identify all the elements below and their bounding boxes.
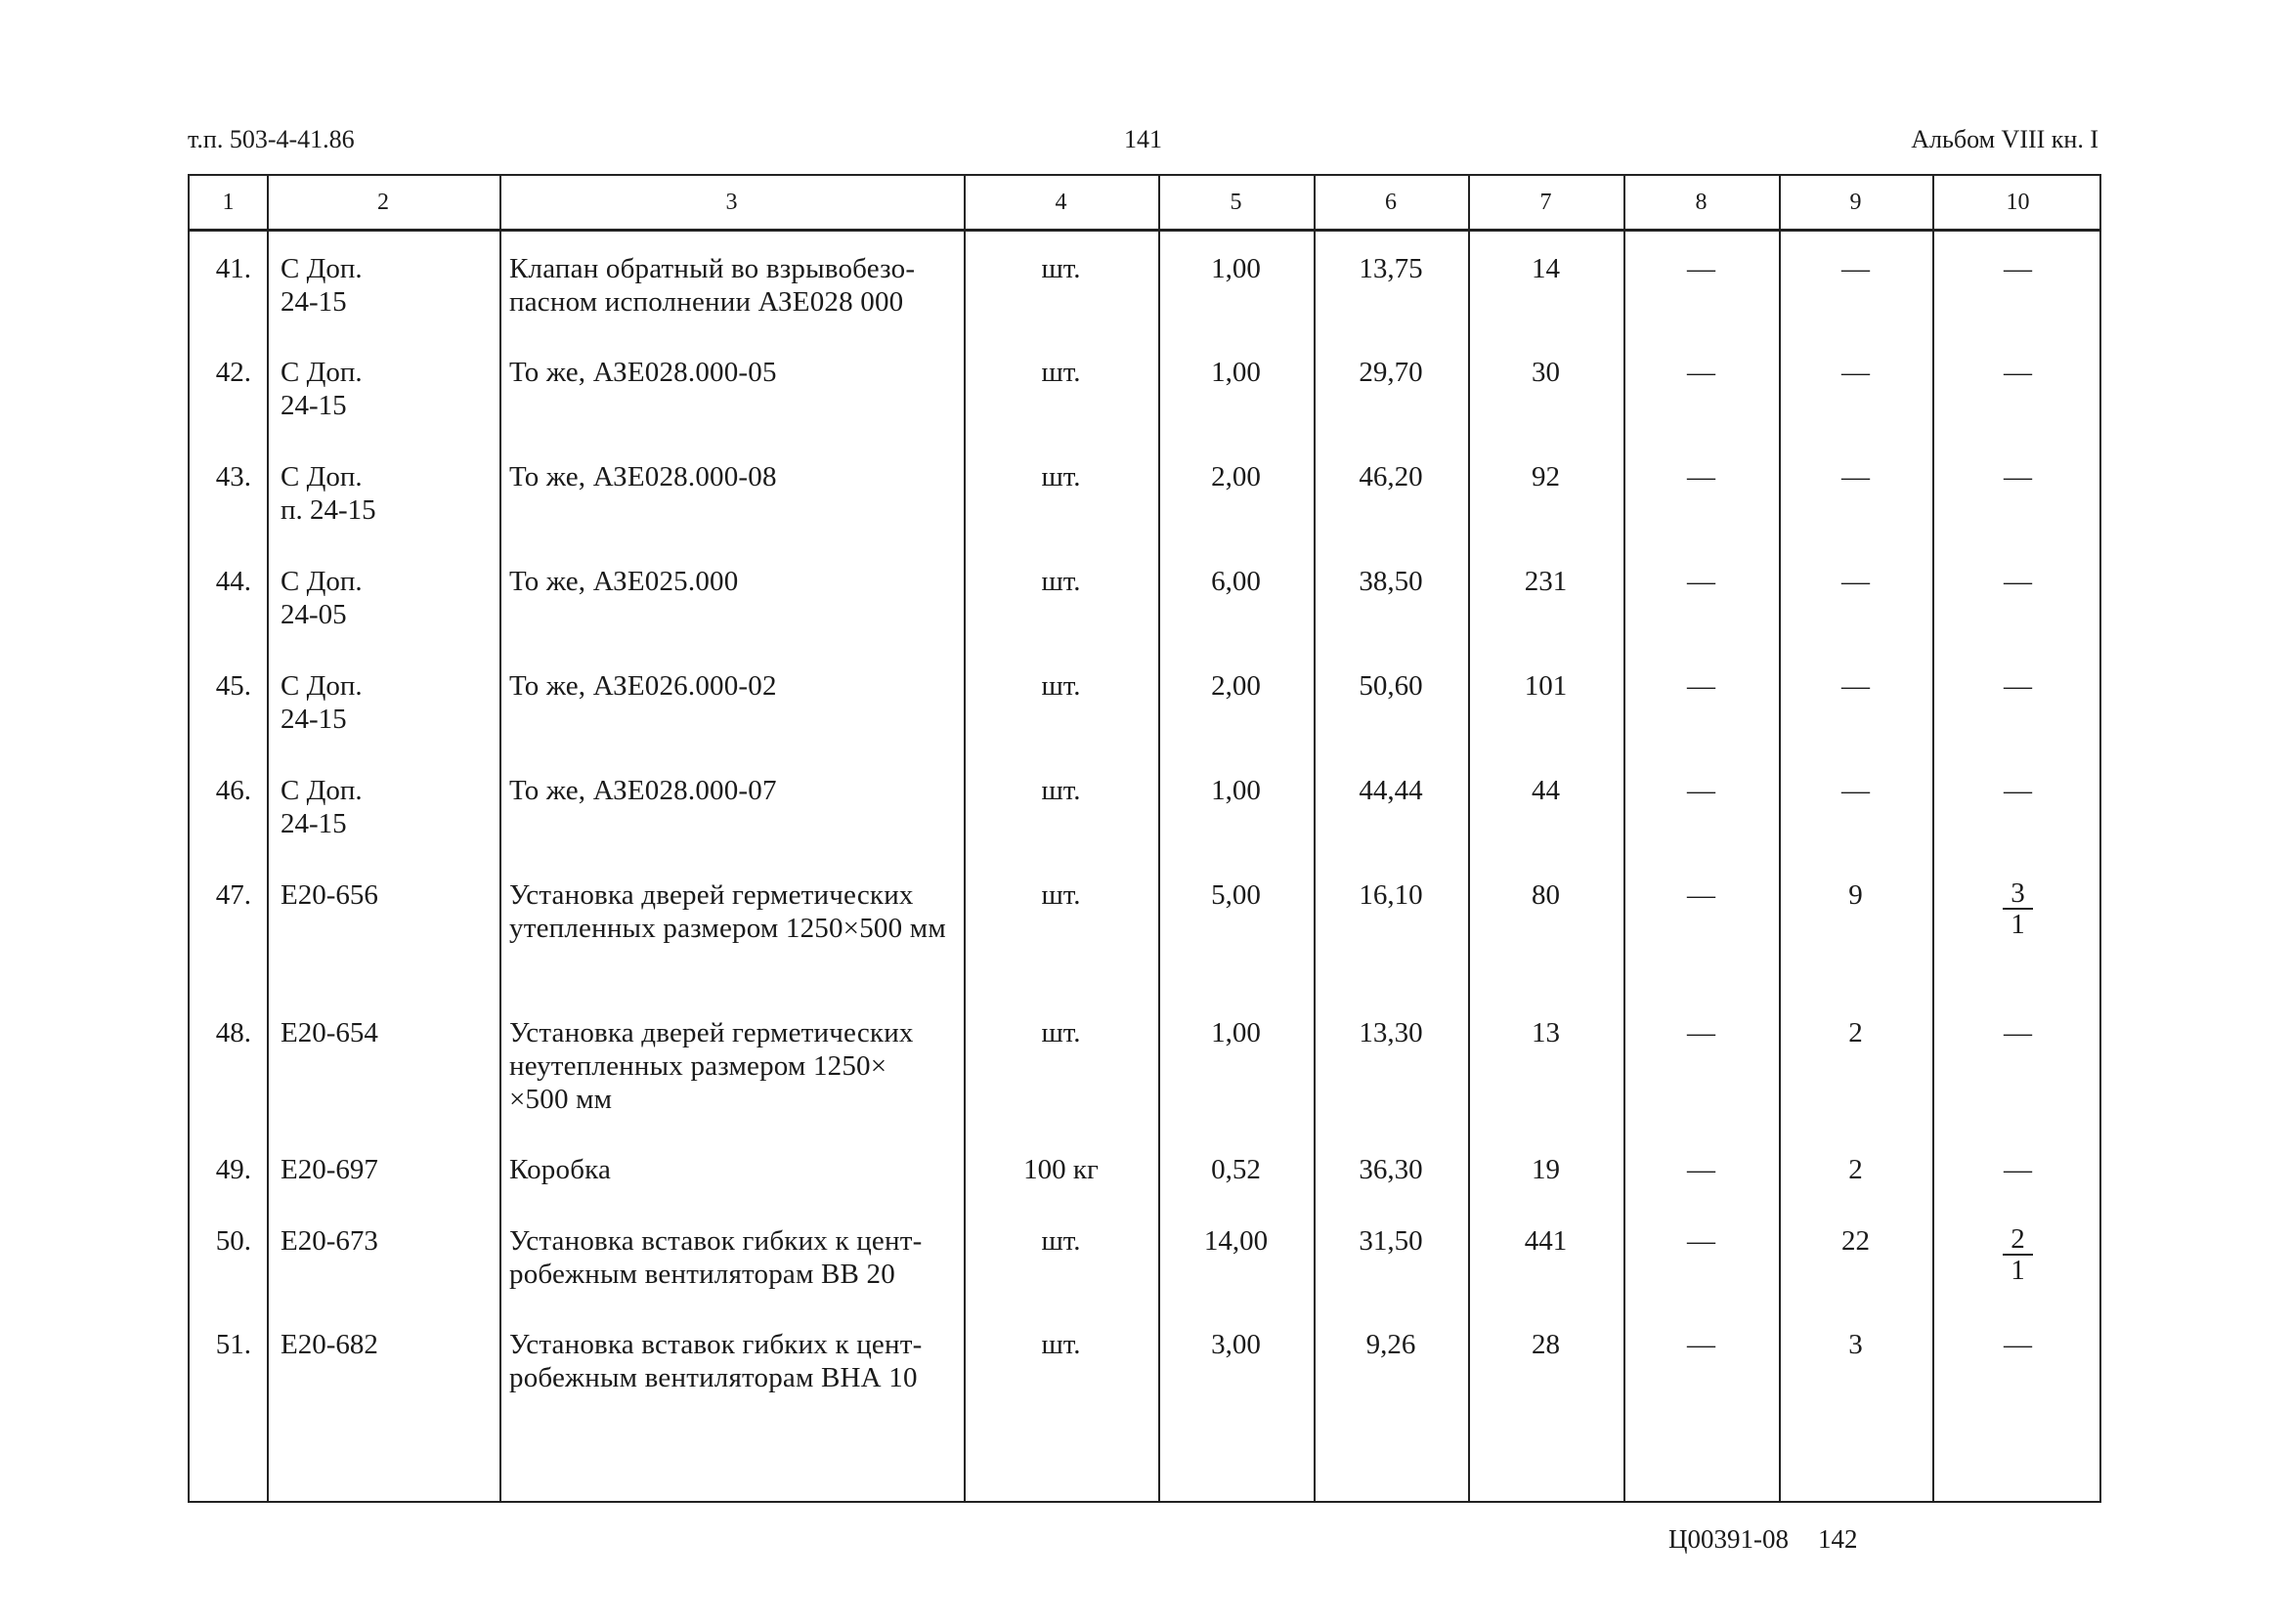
quantity: 1,00 xyxy=(1211,253,1261,284)
work-description-line: То же, АЗЕ026.000-02 xyxy=(509,670,777,702)
work-description-line: пасном исполнении АЗЕ028 000 xyxy=(509,286,904,318)
column-9-value: 3 xyxy=(1848,1329,1863,1360)
column-8-value: — xyxy=(1687,1154,1715,1185)
unit-cost: 44,44 xyxy=(1359,775,1423,806)
column-8-value: — xyxy=(1687,1329,1715,1360)
quantity: 3,00 xyxy=(1211,1329,1261,1360)
work-description-line: Установка дверей герметических xyxy=(509,879,914,911)
column-10-value: — xyxy=(2004,566,2032,597)
column-header-2: 2 xyxy=(377,190,389,215)
fraction-denominator: 1 xyxy=(2011,1255,2025,1286)
row-number: 51. xyxy=(215,1329,251,1360)
norm-code xyxy=(281,460,486,527)
column-9-value: — xyxy=(1841,357,1870,388)
work-description-line: Установка вставок гибких к цент- xyxy=(509,1225,923,1257)
footer-page-number: 142 xyxy=(1818,1524,1858,1554)
row-number: 47. xyxy=(215,879,251,911)
work-description-line: То же, АЗЕ028.000-08 xyxy=(509,461,777,492)
norm-code-line: С Доп. xyxy=(281,775,363,806)
total-cost: 101 xyxy=(1524,670,1568,702)
work-description xyxy=(509,460,954,493)
unit: шт. xyxy=(1041,879,1081,911)
total-cost: 231 xyxy=(1524,566,1568,597)
work-description xyxy=(509,1224,954,1291)
column-header-10: 10 xyxy=(2006,190,2030,215)
column-10-value: — xyxy=(2004,357,2032,388)
column-header-5: 5 xyxy=(1230,190,1242,215)
row-number: 45. xyxy=(215,670,251,702)
column-10-value: — xyxy=(2004,1329,2032,1360)
quantity: 14,00 xyxy=(1203,1225,1269,1257)
quantity: 0,52 xyxy=(1211,1154,1261,1185)
column-header-3: 3 xyxy=(725,190,738,215)
unit: шт. xyxy=(1041,1225,1081,1257)
norm-code-line: С Доп. xyxy=(281,670,363,702)
total-cost: 13 xyxy=(1532,1017,1560,1048)
footer-code: Ц00391-08 xyxy=(1668,1524,1789,1554)
unit: шт. xyxy=(1041,253,1081,284)
column-10-value: — xyxy=(2004,775,2032,806)
work-description xyxy=(509,669,954,703)
unit-cost: 13,75 xyxy=(1359,253,1423,284)
column-9-value: 9 xyxy=(1848,879,1863,911)
work-description-line: Установка вставок гибких к цент- xyxy=(509,1329,923,1360)
table-header xyxy=(190,176,2099,232)
row-number: 43. xyxy=(215,461,251,492)
fraction xyxy=(2003,878,2033,939)
work-description xyxy=(509,252,954,319)
unit-cost: 9,26 xyxy=(1365,1329,1416,1360)
row-number: 46. xyxy=(215,775,251,806)
norm-code-line: С Доп. xyxy=(281,461,363,492)
column-9-value: 2 xyxy=(1848,1154,1863,1185)
row-number: 42. xyxy=(215,357,251,388)
quantity: 2,00 xyxy=(1211,670,1261,702)
norm-code-line: 24-15 xyxy=(281,390,347,421)
norm-code-line: 24-05 xyxy=(281,599,347,630)
row-number: 41. xyxy=(215,253,251,284)
norm-code xyxy=(281,1016,486,1049)
unit: шт. xyxy=(1041,461,1081,492)
total-cost: 30 xyxy=(1532,357,1560,388)
quantity: 1,00 xyxy=(1211,1017,1261,1048)
norm-code-line: 24-15 xyxy=(281,286,347,318)
column-10-value: — xyxy=(2004,461,2032,492)
column-header-8: 8 xyxy=(1695,190,1708,215)
work-description xyxy=(509,774,954,807)
norm-code xyxy=(281,252,486,319)
column-9-value: — xyxy=(1841,775,1870,806)
norm-code-line: Е20-697 xyxy=(281,1154,378,1185)
work-description-line: робежным вентиляторам ВНА 10 xyxy=(509,1362,918,1393)
work-description-line: Клапан обратный во взрывобезо- xyxy=(509,253,916,284)
fraction-numerator: 3 xyxy=(2003,878,2033,910)
fraction xyxy=(2003,1224,2033,1285)
column-8-value: — xyxy=(1687,1017,1715,1048)
total-cost: 92 xyxy=(1532,461,1560,492)
work-description-line: То же, АЗЕ025.000 xyxy=(509,566,739,597)
unit-cost: 46,20 xyxy=(1359,461,1423,492)
norm-code-line: 24-15 xyxy=(281,808,347,839)
norm-code xyxy=(281,1153,486,1186)
norm-code xyxy=(281,1224,486,1258)
column-9-value: 2 xyxy=(1848,1017,1863,1048)
unit-cost: 38,50 xyxy=(1359,566,1423,597)
unit-cost: 13,30 xyxy=(1359,1017,1423,1048)
document-code: т.п. 503-4-41.86 xyxy=(188,125,355,153)
work-description-line: утепленных размером 1250×500 мм xyxy=(509,913,946,944)
column-header-1: 1 xyxy=(222,190,235,215)
page-number: 141 xyxy=(1124,125,1162,153)
album-label: Альбом VIII кн. I xyxy=(1911,125,2098,153)
total-cost: 28 xyxy=(1532,1329,1560,1360)
fraction-denominator: 1 xyxy=(2011,909,2025,940)
column-header-9: 9 xyxy=(1849,190,1862,215)
column-10-fraction xyxy=(1932,878,2103,941)
norm-code-line: 24-15 xyxy=(281,704,347,735)
quantity: 6,00 xyxy=(1211,566,1261,597)
column-8-value: — xyxy=(1687,357,1715,388)
unit: шт. xyxy=(1041,775,1081,806)
unit-cost: 31,50 xyxy=(1359,1225,1423,1257)
column-8-value: — xyxy=(1687,670,1715,702)
column-divider xyxy=(267,176,269,1501)
work-description-line: Установка дверей герметических xyxy=(509,1017,914,1048)
column-8-value: — xyxy=(1687,566,1715,597)
norm-code xyxy=(281,565,486,631)
column-9-value: — xyxy=(1841,461,1870,492)
fraction-numerator: 2 xyxy=(2003,1224,2033,1256)
total-cost: 14 xyxy=(1532,253,1560,284)
row-number: 48. xyxy=(215,1017,251,1048)
unit: шт. xyxy=(1041,670,1081,702)
column-divider xyxy=(499,176,501,1501)
column-10-fraction xyxy=(1932,1224,2103,1287)
unit: шт. xyxy=(1041,357,1081,388)
column-9-value: — xyxy=(1841,566,1870,597)
column-header-6: 6 xyxy=(1385,190,1397,215)
unit-cost: 50,60 xyxy=(1359,670,1423,702)
norm-code xyxy=(281,1328,486,1361)
work-description xyxy=(509,878,954,945)
quantity: 2,00 xyxy=(1211,461,1261,492)
row-number: 44. xyxy=(215,566,251,597)
norm-code-line: п. 24-15 xyxy=(281,494,376,526)
quantity: 1,00 xyxy=(1211,775,1261,806)
work-description-line: неутепленных размером 1250× xyxy=(509,1050,887,1082)
column-10-value: — xyxy=(2004,670,2032,702)
work-description-line: Коробка xyxy=(509,1154,612,1185)
total-cost: 19 xyxy=(1532,1154,1560,1185)
unit-cost: 29,70 xyxy=(1359,357,1423,388)
column-8-value: — xyxy=(1687,775,1715,806)
work-description-line: ×500 мм xyxy=(509,1084,613,1115)
footer xyxy=(1668,1524,1858,1555)
unit-cost: 36,30 xyxy=(1359,1154,1423,1185)
unit: шт. xyxy=(1041,1329,1081,1360)
norm-code-line: С Доп. xyxy=(281,253,363,284)
specification-table xyxy=(188,174,2101,1503)
quantity: 1,00 xyxy=(1211,357,1261,388)
norm-code-line: Е20-654 xyxy=(281,1017,378,1048)
column-10-value: — xyxy=(2004,253,2032,284)
work-description xyxy=(509,1153,954,1186)
column-8-value: — xyxy=(1687,461,1715,492)
unit: шт. xyxy=(1041,1017,1081,1048)
row-number: 50. xyxy=(215,1225,251,1257)
work-description xyxy=(509,356,954,389)
work-description-line: То же, АЗЕ028.000-07 xyxy=(509,775,777,806)
norm-code-line: Е20-682 xyxy=(281,1329,378,1360)
norm-code-line: Е20-656 xyxy=(281,879,378,911)
norm-code-line: С Доп. xyxy=(281,566,363,597)
column-8-value: — xyxy=(1687,879,1715,911)
work-description xyxy=(509,1016,954,1116)
total-cost: 441 xyxy=(1524,1225,1568,1257)
column-9-value: — xyxy=(1841,670,1870,702)
column-8-value: — xyxy=(1687,253,1715,284)
column-9-value: 22 xyxy=(1841,1225,1870,1257)
row-number: 49. xyxy=(215,1154,251,1185)
total-cost: 44 xyxy=(1532,775,1560,806)
norm-code xyxy=(281,774,486,840)
column-8-value: — xyxy=(1687,1225,1715,1257)
unit: шт. xyxy=(1041,566,1081,597)
norm-code-line: Е20-673 xyxy=(281,1225,378,1257)
work-description xyxy=(509,565,954,598)
norm-code xyxy=(281,878,486,912)
column-header-7: 7 xyxy=(1539,190,1552,215)
work-description-line: робежным вентиляторам ВВ 20 xyxy=(509,1259,895,1290)
work-description xyxy=(509,1328,954,1394)
norm-code xyxy=(281,669,486,736)
unit: 100 кг xyxy=(1023,1154,1099,1185)
norm-code xyxy=(281,356,486,422)
column-10-value: — xyxy=(2004,1017,2032,1048)
column-10-value: — xyxy=(2004,1154,2032,1185)
work-description-line: То же, АЗЕ028.000-05 xyxy=(509,357,777,388)
total-cost: 80 xyxy=(1532,879,1560,911)
norm-code-line: С Доп. xyxy=(281,357,363,388)
column-9-value: — xyxy=(1841,253,1870,284)
column-header-4: 4 xyxy=(1055,190,1067,215)
quantity: 5,00 xyxy=(1211,879,1261,911)
unit-cost: 16,10 xyxy=(1359,879,1423,911)
